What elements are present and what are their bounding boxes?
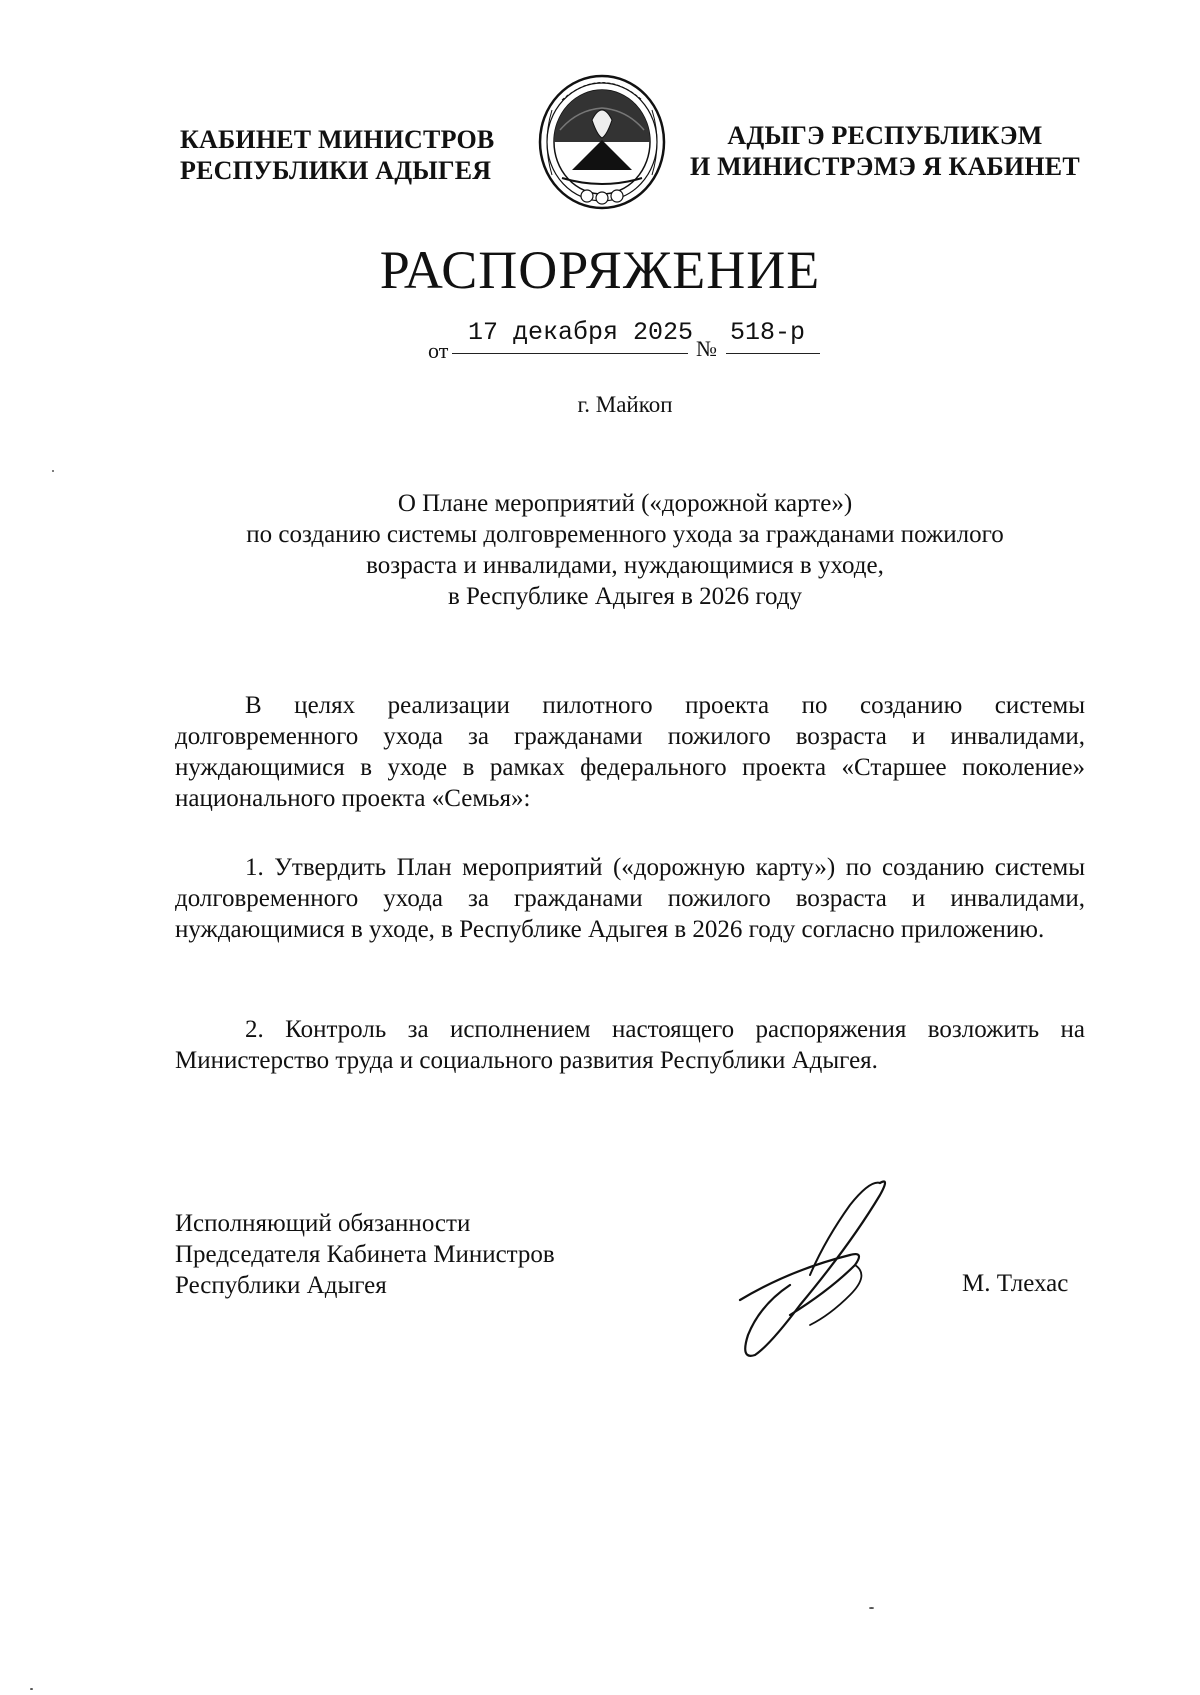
- date-underline: [452, 353, 688, 354]
- issuer-adyghe-line2: И МИНИСТРЭМЭ Я КАБИНЕТ: [690, 152, 1080, 181]
- handwritten-signature-icon: [730, 1175, 900, 1360]
- signer-position: [175, 1208, 555, 1301]
- body-paragraph-3: [175, 1014, 1085, 1076]
- subject-line3: возраста и инвалидами, нуждающимися в уходе,: [366, 552, 884, 579]
- signer-position-line2: Председателя Кабинета Министров: [175, 1241, 555, 1268]
- coat-of-arms-icon: [532, 70, 672, 220]
- issuer-adyghe-line1: АДЫГЭ РЕСПУБЛИКЭМ: [727, 121, 1043, 150]
- paragraph-text: 1. Утвердить План мероприятий («дорожную карту») по созданию системы долговременного ухода за гражданами пожилого возраста и инвалидами, нуждающимися в уходе, в Республике Адыгея в 2026 году согласно приложению.: [175, 854, 1085, 943]
- date-prefix: от: [428, 338, 449, 363]
- body-paragraph-2: [175, 852, 1085, 945]
- issuer-russian-line2: РЕСПУБЛИКИ АДЫГЕЯ: [180, 156, 492, 185]
- date-number-row: [428, 318, 828, 368]
- document-subject: [160, 488, 1090, 612]
- signer-name: М. Тлехас: [962, 1270, 1069, 1297]
- signer-position-line1: Исполняющий обязанности: [175, 1210, 471, 1237]
- document-city: г. Майкоп: [577, 392, 673, 417]
- number-prefix: №: [696, 336, 717, 361]
- number-underline: [726, 353, 820, 354]
- scan-speck: [52, 470, 54, 472]
- document-date: 17 декабря 2025: [468, 318, 694, 347]
- scan-speck: [869, 1607, 874, 1609]
- issuer-russian-line1: КАБИНЕТ МИНИСТРОВ: [180, 125, 495, 154]
- paragraph-text: 2. Контроль за исполнением настоящего распоряжения возложить на Министерство труда и социального развития Республики Адыгея.: [175, 1016, 1085, 1074]
- document-number: 518-р: [730, 318, 806, 347]
- scan-speck: [30, 1688, 33, 1690]
- issuer-adyghe: [690, 120, 1080, 182]
- subject-line4: в Республике Адыгея в 2026 году: [447, 583, 803, 610]
- issuer-russian: [180, 124, 494, 186]
- document-title: РАСПОРЯЖЕНИЕ: [379, 240, 821, 300]
- signer-position-line3: Республики Адыгея: [175, 1272, 387, 1299]
- subject-line1: О Плане мероприятий («дорожной карте»): [397, 490, 853, 517]
- body-paragraph-1: [175, 690, 1085, 814]
- subject-line2: по созданию системы долговременного ухода за гражданами пожилого: [246, 521, 1004, 548]
- paragraph-text: В целях реализации пилотного проекта по созданию системы долговременного ухода за гражданами пожилого возраста и инвалидами, нуждающимися в уходе в рамках федерального проекта «Старшее поколение» национального проекта «Семья»:: [175, 692, 1085, 812]
